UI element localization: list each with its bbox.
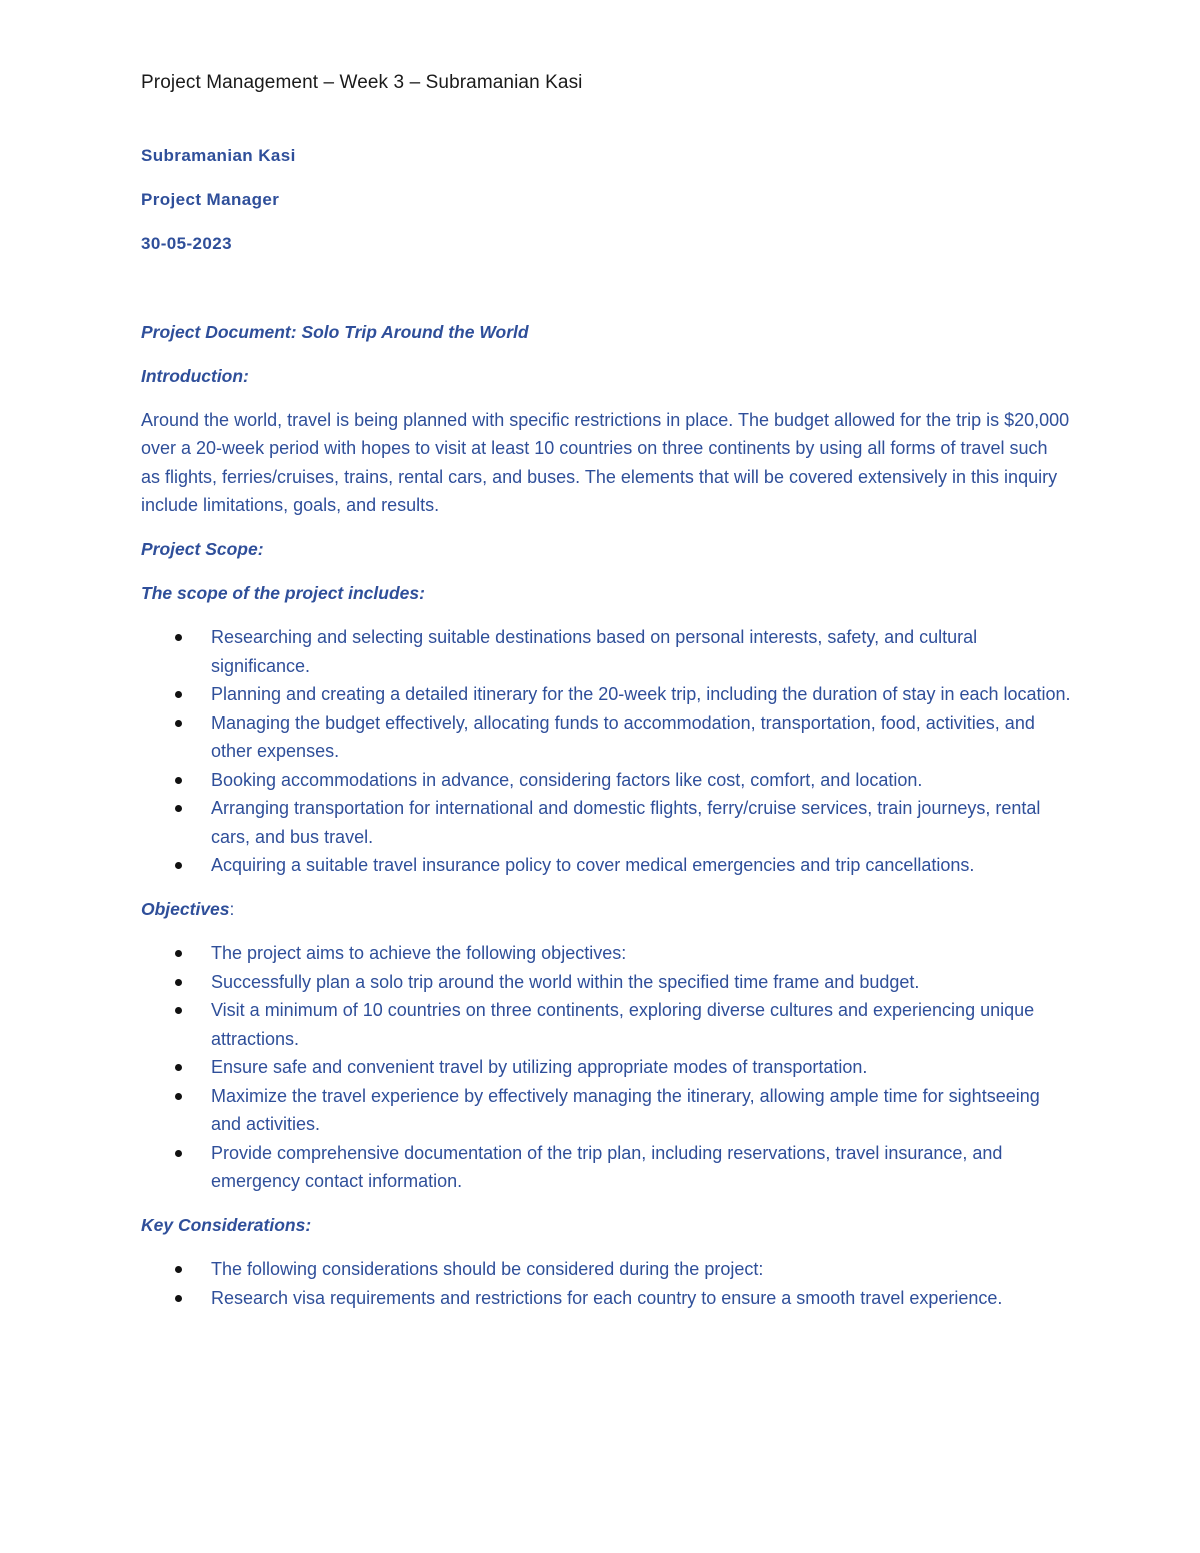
list-item [141, 1082, 1071, 1139]
list-item-text: The following considerations should be considered during the project: [211, 1259, 764, 1279]
document-date: 30-05-2023 [141, 234, 232, 253]
list-item [141, 968, 1071, 997]
list-item-text: Booking accommodations in advance, considering factors like cost, comfort, and location. [211, 769, 923, 790]
bullet-icon [175, 862, 182, 869]
objectives-list [141, 939, 1071, 1196]
list-item-text: Maximize the travel experience by effectively managing the itinerary, allowing ample time for sightseeing and activities. [211, 1085, 1040, 1134]
bullet-icon [175, 691, 182, 698]
author-name: Subramanian Kasi [141, 146, 296, 165]
bullet-icon [175, 979, 182, 986]
introduction-heading: Introduction: [141, 365, 249, 386]
list-item [141, 709, 1071, 766]
list-item-text: Visit a minimum of 10 countries on three continents, exploring diverse cultures and experiencing unique attractions. [211, 1000, 1035, 1049]
list-item [141, 851, 1071, 880]
bullet-icon [175, 1007, 182, 1014]
list-item-text: Acquiring a suitable travel insurance policy to cover medical emergencies and trip cancellations. [211, 855, 975, 875]
list-item-text: Planning and creating a detailed itinerary for the 20-week trip, including the duration of stay in each location. [211, 684, 1071, 704]
list-item [141, 996, 1071, 1053]
bullet-icon [175, 1093, 182, 1100]
bullet-icon [175, 805, 182, 812]
list-item-text: Arranging transportation for international and domestic flights, ferry/cruise services, train journeys, rental cars, and bus travel. [211, 798, 1041, 847]
bullet-icon [175, 1295, 182, 1302]
bullet-icon [175, 634, 182, 641]
list-item [141, 1139, 1071, 1196]
considerations-list [141, 1255, 1071, 1312]
bullet-icon [175, 1064, 182, 1071]
bullet-icon [175, 720, 182, 727]
bullet-icon [175, 1150, 182, 1157]
author-role: Project Manager [141, 190, 280, 209]
bullet-icon [175, 777, 182, 784]
introduction-paragraph: Around the world, travel is being planned with specific restrictions in place. The budget allowed for the trip is $20,000 over a 20-week period with hopes to visit at least 10 countries on three continents by using all forms of travel such as flights, ferries/cruises, trains, rental cars, and buses. The elements that will be covered extensively in this inquiry include limitations, goals, and results. [141, 409, 1070, 515]
list-item-text: Research visa requirements and restrictions for each country to ensure a smooth travel experience. [211, 1287, 1003, 1308]
list-item [141, 1255, 1071, 1284]
scope-subheading: The scope of the project includes: [141, 583, 425, 603]
list-item [141, 623, 1071, 680]
objectives-heading-colon: : [229, 899, 235, 919]
scope-list [141, 623, 1071, 880]
list-item-text: Provide comprehensive documentation of the trip plan, including reservations, travel insurance, and emergency contact information. [211, 1142, 1003, 1191]
objectives-heading-label: Objectives [141, 899, 230, 919]
list-item [141, 1284, 1071, 1313]
list-item [141, 1053, 1071, 1082]
running-header: Project Management – Week 3 – Subramanian Kasi [141, 72, 583, 93]
list-item-text: Successfully plan a solo trip around the world within the specified time frame and budget. [211, 971, 920, 992]
list-item [141, 766, 1071, 795]
bullet-icon [175, 1266, 182, 1273]
document-title: Project Document: Solo Trip Around the World [141, 321, 529, 342]
considerations-heading: Key Considerations: [141, 1215, 312, 1235]
list-item [141, 680, 1071, 709]
scope-heading: Project Scope: [141, 539, 264, 559]
bullet-icon [175, 950, 182, 957]
list-item-text: The project aims to achieve the following objectives: [211, 943, 627, 963]
list-item [141, 939, 1071, 968]
document-body [141, 142, 1071, 1328]
list-item-text: Researching and selecting suitable destinations based on personal interests, safety, and cultural significance. [211, 627, 978, 676]
list-item-text: Managing the budget effectively, allocating funds to accommodation, transportation, food, activities, and other expenses. [211, 712, 1035, 761]
objectives-heading [141, 895, 1071, 924]
list-item-text: Ensure safe and convenient travel by utilizing appropriate modes of transportation. [211, 1057, 868, 1077]
list-item [141, 794, 1071, 851]
